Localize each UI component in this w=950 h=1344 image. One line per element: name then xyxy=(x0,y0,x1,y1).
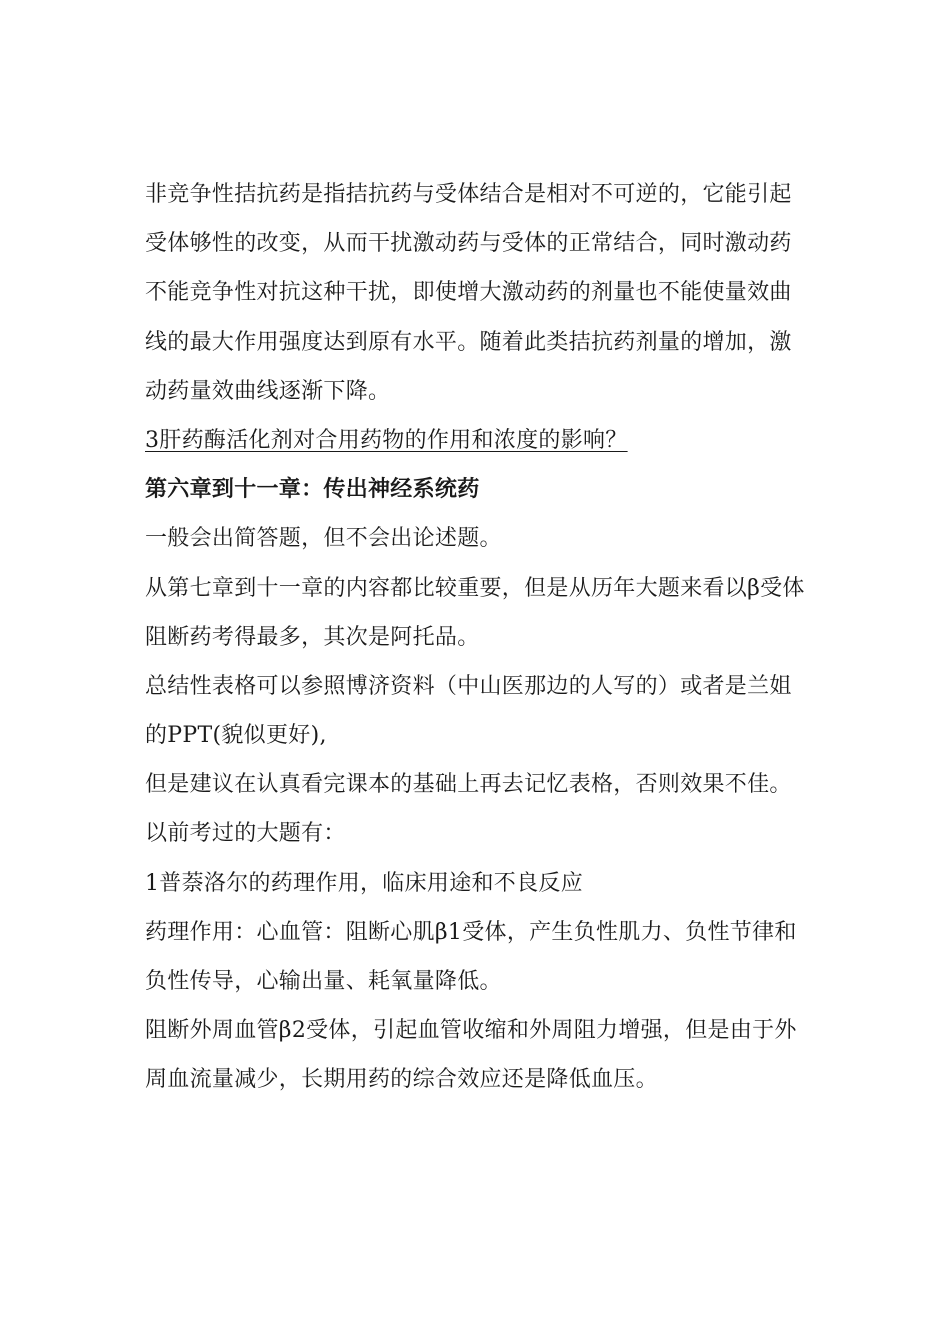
chapter-heading: 第六章到十一章：传出神经系统药 xyxy=(145,476,480,503)
paragraph-line: 阻断药考得最多，其次是阿托品。 xyxy=(145,624,480,650)
paragraph-line: 总结性表格可以参照博济资料（中山医那边的人写的）或者是兰姐 xyxy=(145,673,792,699)
paragraph-line: 的PPT(貌似更好), xyxy=(145,723,327,749)
paragraph-line: 动药量效曲线逐渐下降。 xyxy=(145,378,391,404)
paragraph-line: 不能竞争性对抗这种干扰，即使增大激动药的剂量也不能使量效曲 xyxy=(145,280,792,306)
question-heading xyxy=(145,416,815,465)
paragraph-line: 线的最大作用强度达到原有水平。随着此类拮抗药剂量的增加，激 xyxy=(145,329,792,355)
paragraph-line: 非竞争性拮抗药是指拮抗药与受体结合是相对不可逆的，它能引起 xyxy=(145,182,792,207)
paragraph-line: 药理作用：心血管：阻断心肌β1受体，产生负性肌力、负性节律和 xyxy=(145,919,797,945)
paragraph-line: 周血流量减少，长期用药的综合效应还是降低血压。 xyxy=(145,1067,658,1093)
paragraph-line: 但是建议在认真看完课本的基础上再去记忆表格，否则效果不佳。 xyxy=(145,772,792,798)
paragraph-line: 从第七章到十一章的内容都比较重要，但是从历年大题来看以β受体 xyxy=(145,575,805,601)
paragraph-line: 一般会出简答题，但不会出论述题。 xyxy=(145,526,502,552)
question-item: 1普萘洛尔的药理作用，临床用途和不良反应 xyxy=(145,870,583,896)
paragraph-line: 阻断外周血管β2受体，引起血管收缩和外周阻力增强，但是由于外 xyxy=(145,1018,797,1044)
question-heading-text: 3肝药酶活化剂对合用药物的作用和浓度的影响？ xyxy=(145,427,628,453)
paragraph-line: 负性传导，心输出量、耗氧量降低。 xyxy=(145,969,502,994)
document-body xyxy=(145,170,815,1105)
paragraph-line: 以前考过的大题有： xyxy=(145,821,346,847)
paragraph-line: 受体够性的改变，从而干扰激动药与受体的正常结合，同时激动药 xyxy=(145,231,792,257)
